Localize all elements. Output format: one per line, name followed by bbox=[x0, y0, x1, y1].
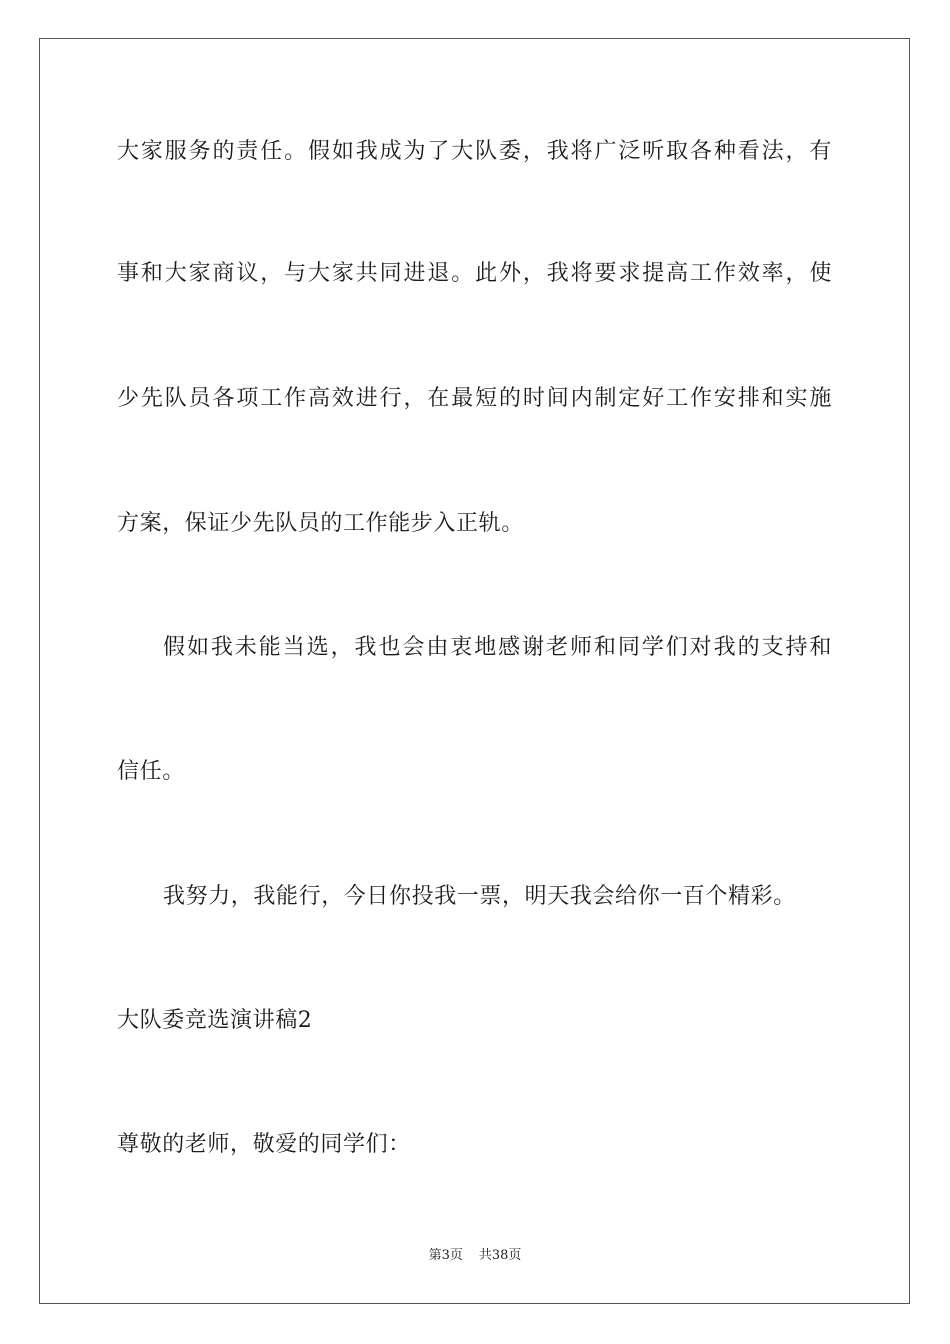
body-line-7: 我努力，我能行，今日你投我一票，明天我会给你一百个精彩。 bbox=[163, 884, 796, 909]
body-line-1: 大家服务的责任。假如我成为了大队委，我将广泛听取各种看法，有 bbox=[117, 139, 832, 164]
page-border bbox=[39, 38, 910, 1304]
page-total: 共38页 bbox=[478, 1248, 522, 1263]
body-line-2: 事和大家商议，与大家共同进退。此外，我将要求提高工作效率，使 bbox=[117, 261, 832, 286]
section-heading: 大队委竞选演讲稿2 bbox=[117, 1008, 313, 1033]
salutation-line: 尊敬的老师，敬爱的同学们： bbox=[117, 1132, 411, 1157]
body-line-3: 少先队员各项工作高效进行，在最短的时间内制定好工作安排和实施 bbox=[117, 386, 832, 411]
page-footer bbox=[0, 1247, 950, 1265]
body-line-5: 假如我未能当选，我也会由衷地感谢老师和同学们对我的支持和 bbox=[163, 635, 832, 660]
body-line-4: 方案，保证少先队员的工作能步入正轨。 bbox=[117, 511, 524, 536]
body-line-6: 信任。 bbox=[117, 759, 185, 784]
page-number: 第3页 bbox=[428, 1248, 463, 1263]
